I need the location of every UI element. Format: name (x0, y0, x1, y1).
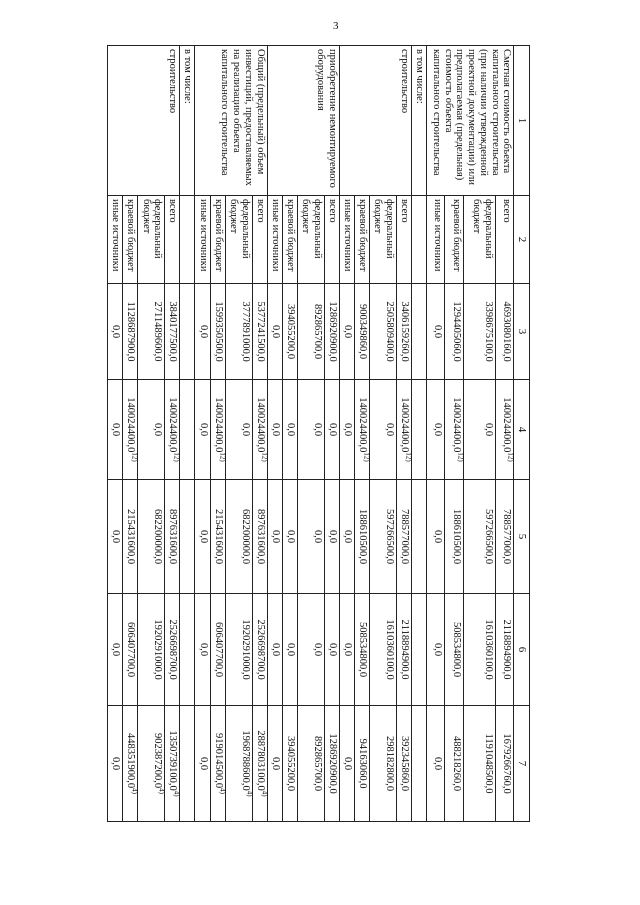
funding-source: краевой бюджет (123, 196, 138, 284)
column-number: 4 (514, 380, 530, 480)
value-cell (496, 706, 514, 822)
value-text: 0,0 (284, 422, 296, 437)
funding-source: иные источники (267, 196, 282, 284)
value-text: 897631600,0 (254, 508, 266, 565)
value-text: 140024400,0 (167, 397, 179, 453)
value-text: 3777891000,0 (239, 301, 251, 362)
funding-source: федеральный бюджет (370, 196, 397, 284)
value-text: 1920291000,0 (239, 619, 251, 680)
section-subheading-row (180, 46, 195, 822)
table-row (165, 46, 180, 822)
value-cell (445, 706, 463, 822)
value-cell (324, 706, 339, 822)
value-text: 188610500,0 (450, 508, 462, 565)
value-cell (165, 480, 180, 594)
value-text: 1128687900,0 (125, 301, 137, 362)
value-cell (267, 480, 282, 594)
value-text: 0,0 (311, 422, 323, 437)
value-cell (397, 480, 412, 594)
value-text: 140024400,0 (501, 397, 513, 453)
value-cell (210, 480, 225, 594)
value-text: 0,0 (311, 642, 323, 657)
value-cell (339, 706, 354, 822)
value-text: 0,0 (197, 529, 209, 544)
funding-source: краевой бюджет (282, 196, 297, 284)
value-cell (370, 380, 397, 480)
value-text: 597266500,0 (483, 508, 495, 565)
value-cell (297, 594, 324, 706)
value-cell (397, 284, 412, 380)
value-cell (210, 284, 225, 380)
empty-cell (412, 196, 427, 284)
value-cell (252, 594, 267, 706)
value-cell (355, 480, 370, 594)
value-cell (324, 284, 339, 380)
value-cell (463, 480, 496, 594)
section-label: Общий (предельный) объем инвестиций, предоставляемых на реализацию объекта капитального строительства (195, 46, 267, 196)
value-text: 1968788600,0 (239, 730, 251, 791)
value-cell (339, 480, 354, 594)
value-cell (496, 284, 514, 380)
value-text: 0,0 (239, 422, 251, 437)
value-text: 1610360100,0 (483, 619, 495, 680)
value-cell (267, 706, 282, 822)
value-cell (496, 380, 514, 480)
value-text: 140024400,0 (357, 397, 369, 453)
value-text: 215431600,0 (125, 508, 137, 565)
value-cell (225, 480, 252, 594)
value-text: 2526698700,0 (254, 619, 266, 680)
section-label: Сметная стоимость объекта капитального строительства (при наличии утвержденной проектной документации) или предполагаемая (предельная) стоимость объекта капитального строительства (427, 46, 514, 196)
value-cell (355, 706, 370, 822)
table-body (108, 46, 530, 822)
value-text: 0,0 (342, 324, 354, 339)
footnote-marker: 4) (260, 790, 269, 797)
value-cell (165, 380, 180, 480)
value-text: 0,0 (432, 324, 444, 339)
value-text: 0,0 (197, 642, 209, 657)
value-text: 0,0 (483, 422, 495, 437)
value-cell (355, 284, 370, 380)
value-cell (108, 594, 123, 706)
funding-source: иные источники (108, 196, 123, 284)
value-text: 0,0 (311, 529, 323, 544)
value-cell (108, 480, 123, 594)
value-text: 5377241500,0 (254, 301, 266, 362)
value-text: 897631600,0 (167, 508, 179, 565)
value-text: 0,0 (432, 422, 444, 437)
value-text: 0,0 (269, 756, 281, 771)
footnote-marker: 12) (130, 452, 139, 462)
value-text: 1599350500,0 (212, 301, 224, 362)
footnote-marker: 12) (456, 452, 465, 462)
funding-source: краевой бюджет (445, 196, 463, 284)
value-cell (138, 480, 165, 594)
value-cell (427, 380, 445, 480)
empty-cell (180, 196, 195, 284)
footnote-marker: 12) (172, 452, 181, 462)
value-text: 0,0 (326, 642, 338, 657)
table-row (324, 46, 339, 822)
value-text: 902387200,0 (152, 733, 164, 789)
rotated-table-container (107, 45, 530, 821)
column-number: 7 (514, 706, 530, 822)
value-text: 2118894900,0 (399, 619, 411, 680)
value-text: 0,0 (342, 756, 354, 771)
value-text: 0,0 (269, 642, 281, 657)
value-cell (252, 480, 267, 594)
value-cell (123, 706, 138, 822)
funding-source: федеральный бюджет (297, 196, 324, 284)
funding-source: федеральный бюджет (463, 196, 496, 284)
value-text: 0,0 (197, 324, 209, 339)
value-cell (138, 284, 165, 380)
value-cell (463, 594, 496, 706)
value-cell (282, 284, 297, 380)
value-text: 2711489600,0 (152, 301, 164, 362)
value-text: 0,0 (197, 756, 209, 771)
empty-cell (180, 706, 195, 822)
value-text: 3398675100,0 (483, 301, 495, 362)
value-cell (463, 706, 496, 822)
value-text: 394055200,0 (284, 735, 296, 792)
value-cell (339, 284, 354, 380)
funding-source: всего (252, 196, 267, 284)
value-cell (496, 480, 514, 594)
value-text: 3406159260,0 (399, 301, 411, 362)
value-cell (324, 380, 339, 480)
value-text: 298182800,0 (384, 735, 396, 792)
value-text: 0,0 (284, 642, 296, 657)
value-cell (355, 380, 370, 480)
value-cell (355, 594, 370, 706)
value-text: 508534800,0 (357, 621, 369, 678)
value-cell (123, 480, 138, 594)
value-text: 140024400,0 (254, 397, 266, 453)
value-text: 2505809400,0 (384, 301, 396, 362)
column-number: 5 (514, 480, 530, 594)
funding-source: федеральный бюджет (225, 196, 252, 284)
value-cell (339, 594, 354, 706)
value-text: 140024400,0 (450, 397, 462, 453)
value-text: 394055200,0 (284, 303, 296, 360)
empty-cell (412, 284, 427, 380)
value-cell (370, 706, 397, 822)
section-subheading-row (412, 46, 427, 822)
value-cell (123, 594, 138, 706)
page-number: 3 (333, 20, 339, 32)
value-text: 94163060,0 (357, 738, 369, 789)
value-text: 1191048500,0 (483, 733, 495, 794)
value-cell (195, 380, 210, 480)
column-number: 3 (514, 284, 530, 380)
value-text: 2887803100,0 (254, 730, 266, 791)
value-text: 0,0 (342, 529, 354, 544)
value-cell (445, 480, 463, 594)
table-row (252, 46, 267, 822)
value-text: 0,0 (284, 529, 296, 544)
value-text: 1679266760,0 (501, 733, 513, 794)
funding-source: всего (165, 196, 180, 284)
value-text: 0,0 (432, 529, 444, 544)
value-cell (445, 284, 463, 380)
value-cell (370, 480, 397, 594)
value-text: 3840177500,0 (167, 301, 179, 362)
empty-cell (412, 480, 427, 594)
value-text: 0,0 (152, 422, 164, 437)
value-cell (397, 706, 412, 822)
value-cell (123, 380, 138, 480)
section-label: в том числе: (180, 46, 195, 196)
value-text: 0,0 (110, 324, 122, 339)
footnote-marker: 4) (218, 788, 227, 794)
value-text: 0,0 (110, 422, 122, 437)
funding-source: краевой бюджет (355, 196, 370, 284)
value-cell (297, 284, 324, 380)
value-cell (282, 594, 297, 706)
value-text: 488218260,0 (450, 735, 462, 792)
value-cell (225, 706, 252, 822)
value-cell (370, 594, 397, 706)
value-text: 606407700,0 (125, 621, 137, 678)
empty-cell (180, 380, 195, 480)
funding-source: иные источники (427, 196, 445, 284)
value-text: 4693080160,0 (501, 301, 513, 362)
footnote-marker: 12) (506, 452, 515, 462)
funding-source: иные источники (339, 196, 354, 284)
value-cell (252, 706, 267, 822)
value-text: 597266500,0 (384, 508, 396, 565)
value-text: 1286920900,0 (326, 301, 338, 362)
value-cell (225, 380, 252, 480)
value-cell (195, 480, 210, 594)
value-cell (324, 480, 339, 594)
value-cell (427, 480, 445, 594)
footnote-marker: 4) (130, 788, 139, 794)
value-text: 0,0 (342, 422, 354, 437)
value-text: 682200000,0 (152, 508, 164, 565)
value-text: 0,0 (432, 642, 444, 657)
footnote-marker: 12) (362, 452, 371, 462)
value-text: 788577000,0 (501, 508, 513, 565)
value-cell (445, 380, 463, 480)
value-cell (397, 594, 412, 706)
value-text: 919014500,0 (212, 733, 224, 789)
value-text: 0,0 (342, 642, 354, 657)
value-cell (165, 706, 180, 822)
value-cell (138, 380, 165, 480)
funding-source: всего (324, 196, 339, 284)
value-text: 0,0 (269, 324, 281, 339)
value-cell (210, 706, 225, 822)
empty-cell (180, 594, 195, 706)
value-text: 682200000,0 (239, 508, 251, 565)
value-text: 0,0 (432, 756, 444, 771)
value-cell (463, 380, 496, 480)
value-text: 140024400,0 (212, 397, 224, 453)
value-cell (427, 594, 445, 706)
empty-cell (180, 284, 195, 380)
value-text: 788577000,0 (399, 508, 411, 565)
investment-table (107, 45, 530, 822)
value-cell (370, 284, 397, 380)
value-text: 0,0 (110, 642, 122, 657)
section-label: в том числе: (412, 46, 427, 196)
footnote-marker: 4) (245, 790, 254, 797)
value-cell (195, 594, 210, 706)
value-cell (195, 706, 210, 822)
value-text: 892865700,0 (311, 735, 323, 792)
section-label: приобретение немонтируемого оборудования (267, 46, 339, 196)
value-cell (252, 380, 267, 480)
value-cell (397, 380, 412, 480)
footnote-marker: 12) (260, 452, 269, 462)
column-number: 1 (514, 46, 530, 196)
value-cell (252, 284, 267, 380)
value-text: 140024400,0 (125, 397, 137, 453)
funding-source: всего (496, 196, 514, 284)
value-text: 0,0 (269, 529, 281, 544)
value-cell (463, 284, 496, 380)
footnote-marker: 4) (172, 790, 181, 797)
funding-source: краевой бюджет (210, 196, 225, 284)
value-text: 392345860,0 (399, 735, 411, 792)
value-cell (225, 594, 252, 706)
value-cell (267, 284, 282, 380)
footnote-marker: 12) (218, 452, 227, 462)
value-cell (496, 594, 514, 706)
value-cell (339, 380, 354, 480)
value-text: 892865700,0 (311, 303, 323, 360)
value-cell (297, 380, 324, 480)
value-cell (282, 480, 297, 594)
value-cell (445, 594, 463, 706)
column-number-row (514, 46, 530, 822)
value-text: 0,0 (384, 422, 396, 437)
table-row (397, 46, 412, 822)
value-cell (427, 284, 445, 380)
value-cell (195, 284, 210, 380)
funding-source: иные источники (195, 196, 210, 284)
value-text: 0,0 (110, 529, 122, 544)
value-cell (108, 284, 123, 380)
value-text: 606407700,0 (212, 621, 224, 678)
value-cell (282, 380, 297, 480)
value-text: 0,0 (326, 529, 338, 544)
value-cell (225, 284, 252, 380)
value-text: 0,0 (326, 422, 338, 437)
table-row (496, 46, 514, 822)
value-cell (267, 594, 282, 706)
funding-source: всего (397, 196, 412, 284)
value-cell (282, 706, 297, 822)
empty-cell (412, 594, 427, 706)
value-text: 2118894900,0 (501, 619, 513, 680)
value-cell (165, 594, 180, 706)
value-text: 1610360100,0 (384, 619, 396, 680)
value-text: 448351900,0 (125, 733, 137, 789)
funding-source: федеральный бюджет (138, 196, 165, 284)
value-text: 900349860,0 (357, 303, 369, 360)
value-cell (267, 380, 282, 480)
value-text: 215431600,0 (212, 508, 224, 565)
footnote-marker: 12) (404, 452, 413, 462)
value-cell (108, 706, 123, 822)
section-label: строительство (108, 46, 180, 196)
value-text: 0,0 (269, 422, 281, 437)
value-text: 1294405060,0 (450, 301, 462, 362)
value-cell (427, 706, 445, 822)
empty-cell (412, 380, 427, 480)
value-cell (165, 284, 180, 380)
empty-cell (412, 706, 427, 822)
value-cell (123, 284, 138, 380)
value-cell (297, 480, 324, 594)
value-text: 1350739100,0 (167, 730, 179, 791)
column-number: 2 (514, 196, 530, 284)
value-text: 0,0 (197, 422, 209, 437)
section-label: строительство (339, 46, 411, 196)
value-text: 2526698700,0 (167, 619, 179, 680)
value-text: 508534800,0 (450, 621, 462, 678)
value-text: 1286920900,0 (326, 733, 338, 794)
column-number: 6 (514, 594, 530, 706)
value-cell (210, 594, 225, 706)
value-text: 0,0 (110, 756, 122, 771)
value-text: 1920291000,0 (152, 619, 164, 680)
footnote-marker: 4) (157, 788, 166, 794)
value-cell (138, 706, 165, 822)
value-cell (210, 380, 225, 480)
value-cell (324, 594, 339, 706)
value-cell (297, 706, 324, 822)
empty-cell (180, 480, 195, 594)
value-text: 140024400,0 (399, 397, 411, 453)
value-cell (138, 594, 165, 706)
value-cell (108, 380, 123, 480)
value-text: 188610500,0 (357, 508, 369, 565)
